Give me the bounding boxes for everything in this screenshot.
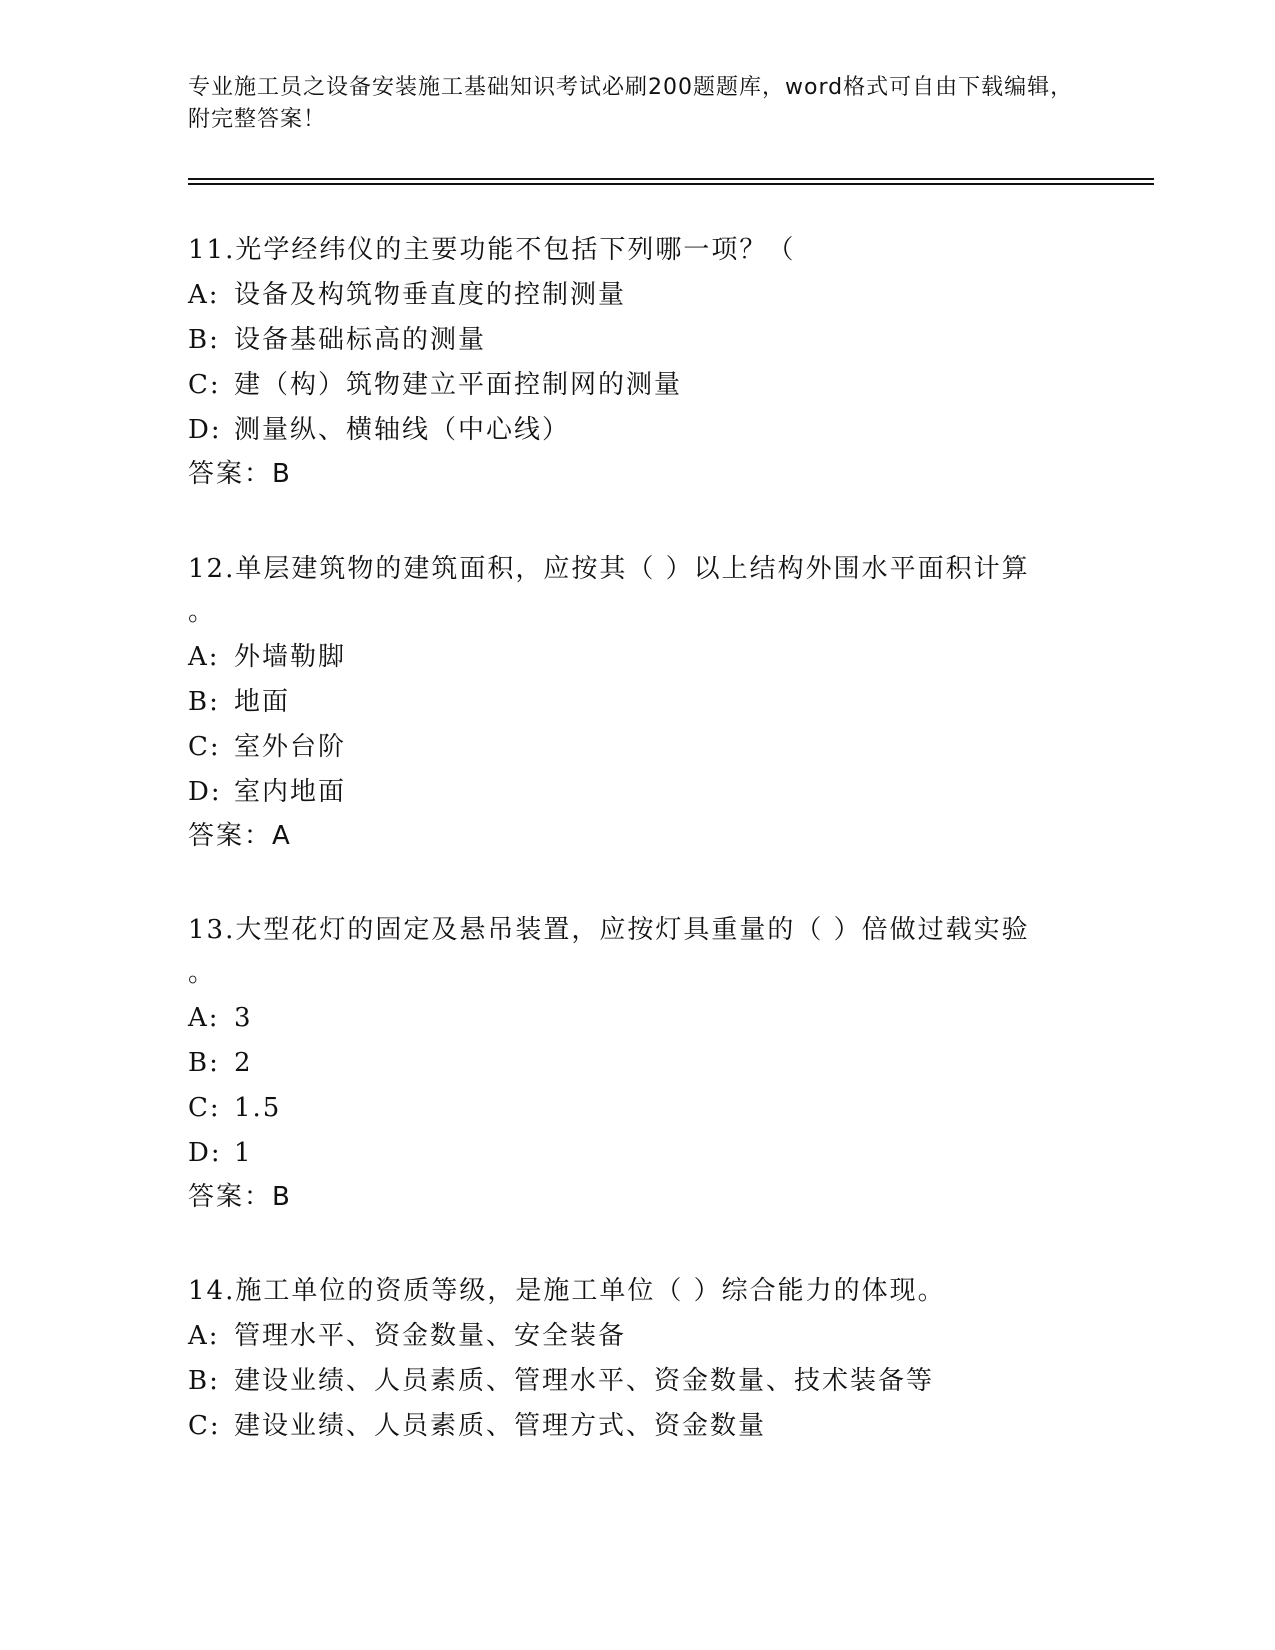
question-stem: 14.施工单位的资质等级，是施工单位（ ）综合能力的体现。	[188, 1276, 946, 1306]
answer: 答案：B	[188, 1182, 292, 1212]
option-d	[188, 413, 570, 447]
option-letter: C:	[188, 370, 221, 400]
option-d	[188, 1136, 253, 1170]
document-header: 专业施工员之设备安装施工基础知识考试必刷200题题库，word格式可自由下载编辑，附完整答案！	[188, 75, 1074, 132]
option-letter: A:	[188, 280, 220, 310]
question-stem: 12.单层建筑物的建筑面积，应按其（ ）以上结构外围水平面积计算	[188, 554, 1030, 584]
option-d	[188, 775, 346, 809]
option-b	[188, 685, 290, 719]
option-c	[188, 1091, 281, 1125]
question-stem-continuation: 。	[188, 958, 217, 988]
header-divider-top	[188, 178, 1154, 180]
option-letter: C:	[188, 1411, 221, 1441]
option-letter: A:	[188, 1321, 220, 1351]
option-c	[188, 730, 346, 764]
option-text: 建设业绩、人员素质、管理方式、资金数量	[234, 1411, 767, 1441]
option-letter: D:	[188, 1138, 222, 1168]
option-text: 室外台阶	[234, 732, 347, 762]
option-c	[188, 368, 682, 402]
option-text: 地面	[234, 687, 291, 717]
option-letter: D:	[188, 777, 222, 807]
option-b	[188, 323, 486, 357]
option-letter: B:	[188, 687, 220, 717]
option-letter: A:	[188, 642, 220, 672]
option-text: 管理水平、资金数量、安全装备	[234, 1321, 627, 1351]
option-text: 1	[234, 1138, 253, 1168]
option-text: 3	[234, 1003, 253, 1033]
option-b	[188, 1046, 253, 1080]
option-letter: C:	[188, 732, 221, 762]
option-letter: B:	[188, 325, 220, 355]
option-letter: C:	[188, 1093, 221, 1123]
option-text: 2	[234, 1048, 253, 1078]
option-letter: B:	[188, 1048, 220, 1078]
option-a	[188, 1001, 253, 1035]
option-text: 1.5	[234, 1093, 282, 1123]
option-b	[188, 1364, 934, 1398]
option-text: 室内地面	[234, 777, 347, 807]
question-stem: 11.光学经纬仪的主要功能不包括下列哪一项？（	[188, 235, 796, 265]
option-text: 建（构）筑物建立平面控制网的测量	[234, 370, 683, 400]
option-text: 建设业绩、人员素质、管理水平、资金数量、技术装备等	[234, 1366, 935, 1396]
option-text: 外墙勒脚	[234, 642, 347, 672]
answer: 答案：B	[188, 459, 292, 489]
option-a	[188, 1319, 626, 1353]
header-divider-bottom	[188, 183, 1154, 185]
option-c	[188, 1409, 766, 1443]
option-text: 设备基础标高的测量	[234, 325, 487, 355]
option-letter: D:	[188, 415, 222, 445]
option-text: 设备及构筑物垂直度的控制测量	[234, 280, 627, 310]
option-a	[188, 278, 626, 312]
option-a	[188, 640, 346, 674]
answer: 答案：A	[188, 821, 292, 851]
option-letter: A:	[188, 1003, 220, 1033]
question-stem-continuation: 。	[188, 597, 217, 627]
option-text: 测量纵、横轴线（中心线）	[234, 415, 571, 445]
question-stem: 13.大型花灯的固定及悬吊装置，应按灯具重量的（ ）倍做过载实验	[188, 915, 1030, 945]
option-letter: B:	[188, 1366, 220, 1396]
